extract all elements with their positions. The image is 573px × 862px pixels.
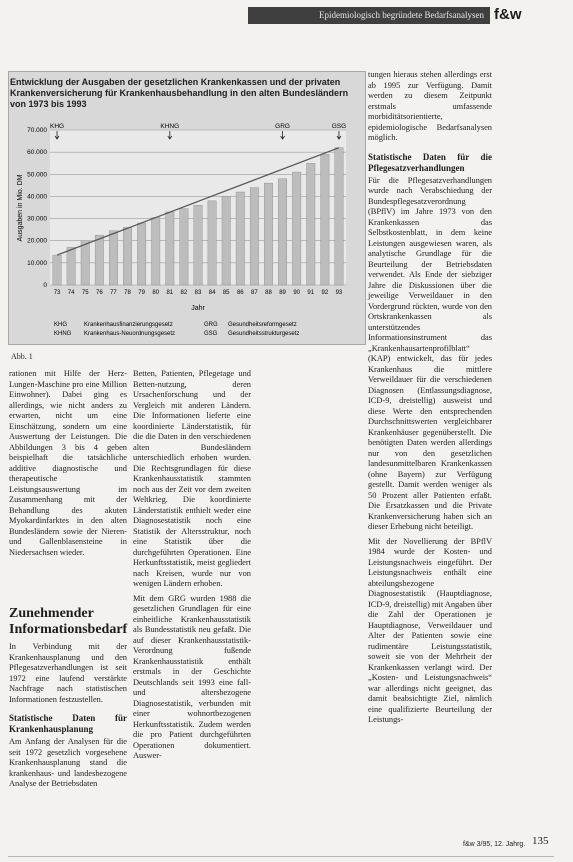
legend <box>54 322 299 337</box>
bar-77 <box>109 231 117 285</box>
bar-93 <box>335 148 343 285</box>
running-header: Epidemiologisch begründete Bedarfsanalysen <box>248 7 490 24</box>
figure-title: Entwicklung der Ausgaben der gesetzlichen Krankenkassen und der privaten Krankenversicherung für Krankenhausbehandlung in den alten Bundesländern von 1973 bis 1993 <box>10 77 349 109</box>
column-3 <box>368 70 492 726</box>
annotation-khg: KHG <box>50 123 65 130</box>
x-tick-label: 85 <box>222 290 230 296</box>
bar-88 <box>264 183 272 285</box>
bar-83 <box>194 205 202 285</box>
journal-logo: f&w <box>494 6 522 23</box>
col2-paragraph-2: Mit dem GRG wurden 1988 die gesetzlichen Grundlagen für eine einheitliche Krankenhausstatistik als Bundesstatistik neu gefaßt. Die auf dieser Krankenhausstatistik-Verordnung fußende Krankenhausstatistik enthält erstmals in der Geschichte Deutschlands seit 1993 eine fall- und altersbezogene Diagnosestatistik, verbunden mit einer wohnortbezogenen Herkunftsstatistik. Zudem werden die pro Patient durchgeführten Operationen dokumentiert. Auswer- <box>133 593 251 760</box>
annotation-grg: GRG <box>275 123 290 130</box>
y-tick-labels <box>27 127 47 289</box>
y-tick-label: 70.000 <box>27 127 47 134</box>
legend-gsg-desc: Gesundheitsstrukturgesetz <box>228 331 300 337</box>
bar-92 <box>321 154 329 285</box>
legend-khng: KHNG <box>54 331 72 337</box>
x-tick-label: 79 <box>138 290 145 296</box>
y-tick-label: 50.000 <box>27 171 47 179</box>
x-tick-label: 91 <box>307 290 315 296</box>
col3-paragraph-1: tungen hieraus stehen allerdings erst ab 1995 zur Verfügung. Damit werden zu diesem Zeitpunkt erstmals umfassende morbiditätsorientierte, epidemiologische Bedarfsanalysen möglich. <box>368 70 492 142</box>
bar-90 <box>292 172 300 285</box>
y-tick-label: 0 <box>43 282 47 289</box>
bar-73 <box>53 255 61 285</box>
section-heading: Zunehmender Informationsbedarf <box>9 606 128 637</box>
y-tick-label: 40.000 <box>27 193 47 201</box>
bar-78 <box>123 227 131 285</box>
x-tick-label: 84 <box>208 290 216 296</box>
x-tick-label: 76 <box>95 290 103 296</box>
x-tick-label: 77 <box>110 290 117 296</box>
annotation-khng: KHNG <box>160 123 180 130</box>
x-tick-label: 89 <box>279 290 286 296</box>
bar-80 <box>151 217 159 285</box>
x-tick-label: 93 <box>335 290 343 296</box>
column-2 <box>133 369 251 762</box>
bar-91 <box>307 163 315 285</box>
legend-khg-desc: Krankenhausfinanzierungsgesetz <box>84 322 173 328</box>
col3-subheading: Statistische Daten für die Pflegesatzverhandlungen <box>368 151 492 173</box>
x-tick-label: 86 <box>236 290 244 296</box>
legend-khg: KHG <box>54 322 68 328</box>
y-tick-label: 10.000 <box>27 259 47 267</box>
bar-75 <box>81 241 89 285</box>
bar-76 <box>95 235 103 285</box>
x-tick-label: 80 <box>152 290 160 296</box>
y-axis-label: Ausgaben in Mio. DM <box>17 174 24 242</box>
col1-paragraph-3: Am Anfang der Analysen für die seit 1972 gesetzlich vorgesehene Krankenhausplanung stand die krankenhaus- und landesbezogene Analyse der Betriebsdaten <box>9 737 127 788</box>
legend-khng-desc: Krankenhaus-Neuordnungsgesetz <box>84 331 176 337</box>
col3-paragraph-3: Mit der Novellierung der BPflV 1984 wurde der Kosten- und Leistungsnachweis eingeführt. Der Leistungsnachweis enthält eine abteilungsbezogene Diagnosestatistik (Hauptdiagnose, ICD-9, dreistellig) mit Angaben über die Zahl der Operationen je Hauptdiagnose, Verweildauer und Alter der Patienten sowie eine rudimentäre Leistungsstatistik, soweit sie von der Mehrheit der Krankenkassen verlangt wird. Der „Kosten- und Leistungsnachweis“ war allerdings nicht geeignet, das damit beabsichtigte Ziel, nämlich eine qualifizierte Beurteilung der Leistungs- <box>368 536 492 724</box>
x-tick-label: 92 <box>321 290 329 296</box>
bar-89 <box>278 179 286 285</box>
legend-grg: GRG <box>204 322 218 328</box>
bar-84 <box>208 201 216 285</box>
col3-paragraph-2: Für die Pflegesatzverhandlungen wurde nach Verabschiedung der Bundespflegesatzverordnung (BPflV) im Jahre 1973 von den Krankenkassen das Selbstkostenblatt, in dem keine Leistungen ausgewiesen waren, als analytische Grundlage für die Beurteilung der Betriebsdaten verwendet. Als Ende der siebziger Jahre die Diskussionen über die jeweilige Verweildauer in den Vordergrund rückten, wurde von den Ortskrankenkassen als unterstützendes Informationsinstrument das „Krankenhausartenprofilblatt“ (KAP) entwickelt, das für jedes Krankenhaus die mittlere Verweildauer für die verschiedenen Diagnosen (Entlassungsdiagnose, ICD-9, dreistellig) ausweist und diese Werte den entsprechenden Durchschnittswerten vergleichbarer Krankenhäuser gegenüberstellt. Die benötigten Daten werden allerdings nur von den gesetzlichen landesunmittelbaren Krankenkassen (ohne Bayern) zur Verfügung gestellt. Damit werden weniger als 50 Prozent aller Patienten erfaßt. Die Ersatzkassen und die Private Krankenversicherung haben sich an dieser Erhebung nicht beteiligt. <box>368 175 492 531</box>
figure-caption: Abb. 1 <box>11 352 33 361</box>
y-tick-label: 20.000 <box>27 237 47 245</box>
y-tick-label: 60.000 <box>27 149 47 157</box>
bar-81 <box>166 212 174 285</box>
col1-subheading: Statistische Daten für Krankenhausplanung <box>9 713 127 734</box>
x-tick-labels <box>54 290 343 296</box>
x-tick-label: 83 <box>194 290 202 296</box>
y-tick-label: 30.000 <box>27 215 47 223</box>
legend-grg-desc: Gesundheitsreformgesetz <box>228 322 297 328</box>
legend-gsg: GSG <box>204 331 218 337</box>
bar-82 <box>180 209 188 285</box>
annotation-gsg: GSG <box>331 123 347 130</box>
col1-paragraph-2: In Verbindung mit der Krankenhausplanung und den Pflegesatzverhandlungen ist seit 1972 eine laufend verstärkte Nachfrage nach statistischen Informationen festzustellen. <box>9 642 127 704</box>
expenditure-chart <box>14 118 364 340</box>
x-tick-label: 74 <box>67 290 75 296</box>
bottom-rule <box>8 856 554 857</box>
page-number: 135 <box>532 835 549 847</box>
x-tick-label: 87 <box>251 290 258 296</box>
footer-reference: f&w 3/95, 12. Jahrg. <box>463 841 526 848</box>
x-tick-label: 78 <box>124 290 131 296</box>
x-tick-label: 73 <box>53 290 61 296</box>
bar-74 <box>67 247 75 285</box>
col1-paragraph-1: rationen mit Hilfe der Herz-Lungen-Maschine pro eine Million Einwohner). Dabei ging es allerdings, wie nicht anders zu erwarten, nicht um eine Einschätzung, sondern um eine Auswertung der Leistungen. Die Abbildungen 3 bis 4 geben beispielhaft die tatsächliche additive diagnostische und therapeutische Leistungsauswertung im Zusammenhang mit der Behandlung des akuten Myokardinfarktes in den alten Bundesländern sowie der Nieren- und Gallenblasensteine in Niedersachsen wieder. <box>9 369 127 557</box>
x-axis-label: Jahr <box>191 305 205 312</box>
x-tick-label: 75 <box>81 290 89 296</box>
bar-79 <box>137 223 145 285</box>
x-tick-label: 81 <box>166 290 174 296</box>
x-tick-label: 82 <box>180 290 188 296</box>
bar-85 <box>222 196 230 285</box>
column-1 <box>9 369 127 558</box>
column-1-lower <box>9 642 127 790</box>
x-tick-label: 90 <box>293 290 301 296</box>
col2-paragraph-1: Betten, Patienten, Pflegetage und Betten-nutzung, deren Ursachenforschung und der Vergleich mit anderen Ländern. Die Informationen lieferte eine koordinierte Länderstatistik, für die die Daten in den verschiedenen alten Bundesländern unterschiedlich erhoben wurden. Die Rechtsgrundlagen für diese Krankenhausstatistik stammten noch aus der Zeit vor dem zweiten Weltkrieg. Die koordinierte Länderstatistik enthielt weder eine Diagnosestatistik noch eine Statistik der Altersstruktur, noch eine Statistik über die durchgeführten Operationen. Eine Herkunftsstatistik, meist gegliedert nach Kreisen, wurde nur von wenigen Ländern erhoben. <box>133 369 251 588</box>
bar-86 <box>236 192 244 285</box>
x-tick-label: 88 <box>265 290 272 296</box>
bar-87 <box>250 188 258 285</box>
